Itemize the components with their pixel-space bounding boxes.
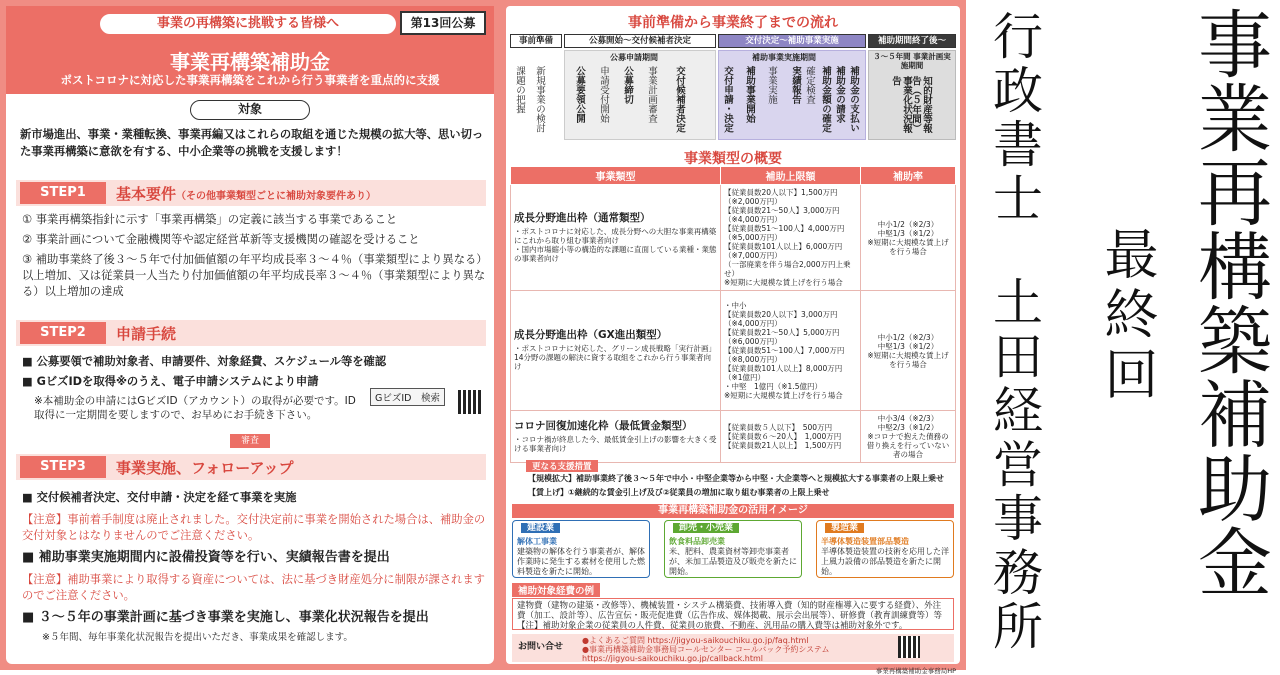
step1-header [16, 180, 486, 206]
flow-step: 補助金の支払い [848, 66, 859, 133]
step3-item-2: ■ 補助事業実施期間内に設備投資等を行い、実績報告書を提出 [22, 550, 390, 565]
step1-name: 基本要件 [116, 185, 177, 203]
th-limit: 補助上限額 [721, 167, 861, 185]
flow-step: 事業化状況報告 [890, 76, 912, 133]
usage-text: 半導体製造装置の技術を応用した洋上風力設備の部品製造を新たに開始。 [821, 547, 949, 576]
usage-title: 事業再構築補助金の活用イメージ [512, 504, 954, 518]
step1-item-2: ② 事業計画について金融機関等や認定経営革新等支援機関の確認を受けること [22, 233, 420, 246]
step3-name: 事業実施、フォローアップ [116, 459, 294, 477]
th-rate: 補助率 [861, 167, 956, 185]
title-area [966, 0, 1280, 670]
flow-step: 新規事業の検討 [534, 66, 545, 133]
flow-step: 補助事業開始 [744, 66, 755, 123]
leaflet-right-page [506, 6, 960, 675]
step2-header [16, 320, 486, 346]
step2-name: 申請手続 [116, 325, 177, 343]
step1-item-3: ③ 補助事業終了後３～５年で付加価値額の年平均成長率３～４％（事業類型により異なる）以上増加、又は従業員一人当たり付加価値額の年平均成長率３～４％（事業類型により異なる）以上増加の達成 [22, 253, 486, 298]
leaflet-title: 事業再構築補助金 [170, 50, 330, 74]
flow-step: 確定検査 [804, 66, 815, 104]
flow-step: 申請受付開始 [598, 66, 609, 123]
extra-line-1: 【規模拡大】補助事業終了後３〜５年で中小・中堅企業等から中堅・大企業等へと規模拡大する事業者の上限上乗せ [528, 474, 944, 483]
leaflet-left-panel [0, 0, 500, 670]
usage-tag: 建設業 [521, 523, 560, 533]
step3-item-1: ■ 交付候補者決定、交付申請・決定を経て事業を実施 [22, 491, 297, 504]
main-title: 事業再構築補助金 [1186, 6, 1272, 598]
row-limit: 【従業員数５人以下】 500万円 【従業員数６〜20人】 1,000万円 【従業員数21人以上】 1,500万円 [721, 411, 861, 463]
office-title: 行政書士 [985, 10, 1043, 226]
flow-step: 公募要領公開 [574, 66, 585, 123]
target-label: 対象 [190, 100, 310, 120]
row-limit: ・中小 【従業員数20人以下】3,000万円（※4,000万円） 【従業員数21〜50人】5,000万円（※6,000万円） 【従業員数51〜100人】7,000万円（※8,000万円） 【従業員数101人以上】8,000万円（※1億円） ・中堅 1億円（※1.5億円） ※短期に大規模な賃上げを行う場合 [721, 291, 861, 411]
leaflet-left-page [6, 6, 494, 664]
flow-step: 知的財産等報告（５年間） [910, 76, 932, 133]
contact-label: お問い合せ [518, 642, 564, 652]
row-desc: ・ポストコロナに対応した、成長分野への大胆な事業再構築にこれから取り組む事業者向け ・国内市場縮小等の構造的な課題に直面している業種・業態の事業者向け [514, 226, 717, 263]
extra-line-2: 【賃上げ】①継続的な賃金引上げ及び②従業員の増加に取り組む事業者の上限上乗せ [528, 488, 830, 497]
step3-warning-1: 【注意】事前着手制度は廃止されました。交付決定前に事業を開始された場合は、補助金の交付対象とはなりませんのでご注意ください。 [22, 513, 486, 542]
audience-pill: 事業の再構築に挑戦する皆様へ [98, 12, 398, 36]
sub-phase-2: 補助事業実施期間 [752, 53, 816, 62]
office-hp-label: 事業再構築補助金事務局HP [875, 667, 956, 675]
row-rate: 中小1/2（※2/3） 中堅1/3（※1/2） ※短期に大規模な賃上げを行う場合 [861, 185, 956, 291]
flow-step: 補助金の請求 [834, 66, 845, 123]
extra-support-title: 更なる支援措置 [526, 460, 598, 472]
usage-card-manufacturing [816, 520, 954, 578]
step1-item-1: ① 事業再構築指針に示す「事業再構築」の定義に該当する事業であること [22, 213, 398, 226]
flow-step: 補助金額の確定 [820, 66, 831, 133]
leaflet-subtitle: ポストコロナに対応した事業再構築をこれから行う事業者を重点的に支援 [60, 73, 440, 87]
flow-step: 課題の把握 [514, 66, 525, 114]
office-name: 土田経営事務所 [985, 276, 1043, 654]
usage-card-wholesale [664, 520, 802, 578]
step1-label: STEP1 [20, 182, 106, 204]
intro-text: 新市場進出、事業・業種転換、事業再編又はこれらの取組を通じた規模の拡大等、思い切った事業再構築に意欲を有する、中小企業等の挑戦を支援します！ [20, 128, 484, 158]
sub-phase-3: ３〜５年間 事業計画実施期間 [873, 52, 951, 70]
row-desc: ・ポストコロナに対応した、グリーン成長戦略「実行計画」14分野の課題の解決に資する取組をこれから行う事業者向け [514, 344, 717, 371]
usage-tag: 製造業 [825, 523, 864, 533]
contact-box [512, 634, 954, 662]
final-label: 最終回 [1096, 226, 1159, 406]
flow-block-apply [564, 50, 716, 140]
gbiz-search-box: GビズID 検索 [370, 388, 445, 406]
qr-code-icon [458, 390, 482, 414]
categories-table [510, 166, 956, 463]
table-row [511, 185, 956, 291]
flow-title: 事前準備から事業終了までの流れ [628, 15, 838, 31]
qr-code-icon [898, 636, 920, 658]
step3-item-3: ■ ３～５年の事業計画に基づき事業を実施し、事業化状況報告を提出 [22, 610, 429, 625]
step3-header [16, 454, 486, 480]
expense-text: 建物費（建物の建築・改修等）、機械装置・システム構築費、技術導入費（知的財産権導入に要する経費）、外注費（加工、設計等）、広告宣伝・販売促進費（広告作成、媒体掲載、展示会出展等）、研修費（教育訓練費等）等 【注】補助対象企業の従業員の人件費、従業員の旅費、不動産、汎用品の購入費等は補助対象外です。 [512, 598, 954, 630]
usage-head: 半導体製造装置部品製造 [821, 537, 909, 546]
usage-tag: 卸売・小売業 [673, 523, 739, 533]
usage-text: 米、肥料、農業資材等卸売事業者が、米加工品製造及び販売を新たに開始。 [669, 547, 797, 576]
row-rate: 中小3/4（※2/3） 中堅2/3（※1/2） ※コロナで抱えた債務の借り換えを行っていない者の場合 [861, 411, 956, 463]
flow-step: 事業計画審査 [646, 66, 657, 123]
step2-note: ※本補助金の申請にはGビズID（アカウント）の取得が必要です。ID取得に一定期間を要しますので、お早めにお手続き下さい。 [34, 395, 356, 421]
review-label: 審査 [230, 434, 270, 448]
header-band [6, 6, 494, 94]
flow-step: 公募締切 [622, 66, 633, 104]
phase-1: 事前準備 [510, 34, 562, 48]
step3-note: ※５年間、毎年事業化状況報告を提出いただき、事業成果を確認します。 [42, 632, 353, 643]
leaflet-right-panel [500, 0, 966, 675]
row-rate: 中小1/2（※2/3） 中堅1/3（※1/2） ※短期に大規模な賃上げを行う場合 [861, 291, 956, 411]
usage-text: 建築物の解体を行う事業者が、解体作業時に発生する素材を使用した燃料製造を新たに開始。 [517, 547, 645, 576]
step3-warning-2: 【注意】補助事業により取得する資産については、法に基づき財産処分に制限が課されますのでご注意ください。 [22, 573, 485, 602]
th-category: 事業類型 [511, 167, 721, 185]
flow-step: 交付候補者決定 [674, 66, 685, 133]
row-name: 成長分野進出枠（通常類型） [514, 211, 651, 224]
step2-label: STEP2 [20, 322, 106, 344]
step2-item-1: ■ 公募要領で補助対象者、申請要件、対象経費、スケジュール等を確認 [22, 355, 387, 368]
expense-title: 補助対象経費の例 [512, 583, 600, 597]
row-name: 成長分野進出枠（GX進出類型） [514, 329, 668, 341]
phase-4: 補助期間終了後〜 [868, 34, 956, 48]
step3-label: STEP3 [20, 456, 106, 478]
step2-item-2: ■ GビズIDを取得※のうえ、電子申請システムにより申請 [22, 375, 319, 388]
categories-title: 事業類型の概要 [684, 151, 782, 167]
usage-head: 飲食料品卸売業 [669, 537, 725, 546]
usage-head: 解体工事業 [517, 537, 557, 546]
row-desc: ・コロナ禍が終息した今、最低賃金引上げの影響を大きく受ける事業者向け [514, 434, 717, 453]
sub-phase-1: 公募申請期間 [610, 53, 658, 62]
contact-text: ●よくあるご質問 https://jigyou-saikouchiku.go.jp/faq.html ●事業再構築補助金事務局コールセンター コールバック予約システム https://jigyou-saikouchiku.go.jp/callback.html [582, 636, 830, 663]
usage-card-construction [512, 520, 650, 578]
table-row [511, 291, 956, 411]
table-row [511, 411, 956, 463]
step1-note: （その他事業類型ごとに補助対象要件あり） [176, 191, 377, 202]
flow-step: 事業実施 [766, 66, 777, 104]
phase-2: 公募開始〜交付候補者決定 [564, 34, 716, 48]
flow-step: 交付申請・決定 [722, 66, 733, 133]
row-limit: 【従業員数20人以下】1,500万円（※2,000万円） 【従業員数21〜50人】3,000万円（※4,000万円） 【従業員数51〜100人】4,000万円（※5,000万円） 【従業員数101人以上】6,000万円（※7,000万円） （一部廃業を伴う場合2,000万円上乗せ） ※短期に大規模な賃上げを行う場合 [721, 185, 861, 291]
phase-3: 交付決定〜補助事業実施 [718, 34, 866, 48]
flow-step: 実績報告 [790, 66, 801, 104]
round-badge: 第13回公募 [400, 11, 486, 35]
row-name: コロナ回復加速化枠（最低賃金類型） [514, 419, 693, 432]
